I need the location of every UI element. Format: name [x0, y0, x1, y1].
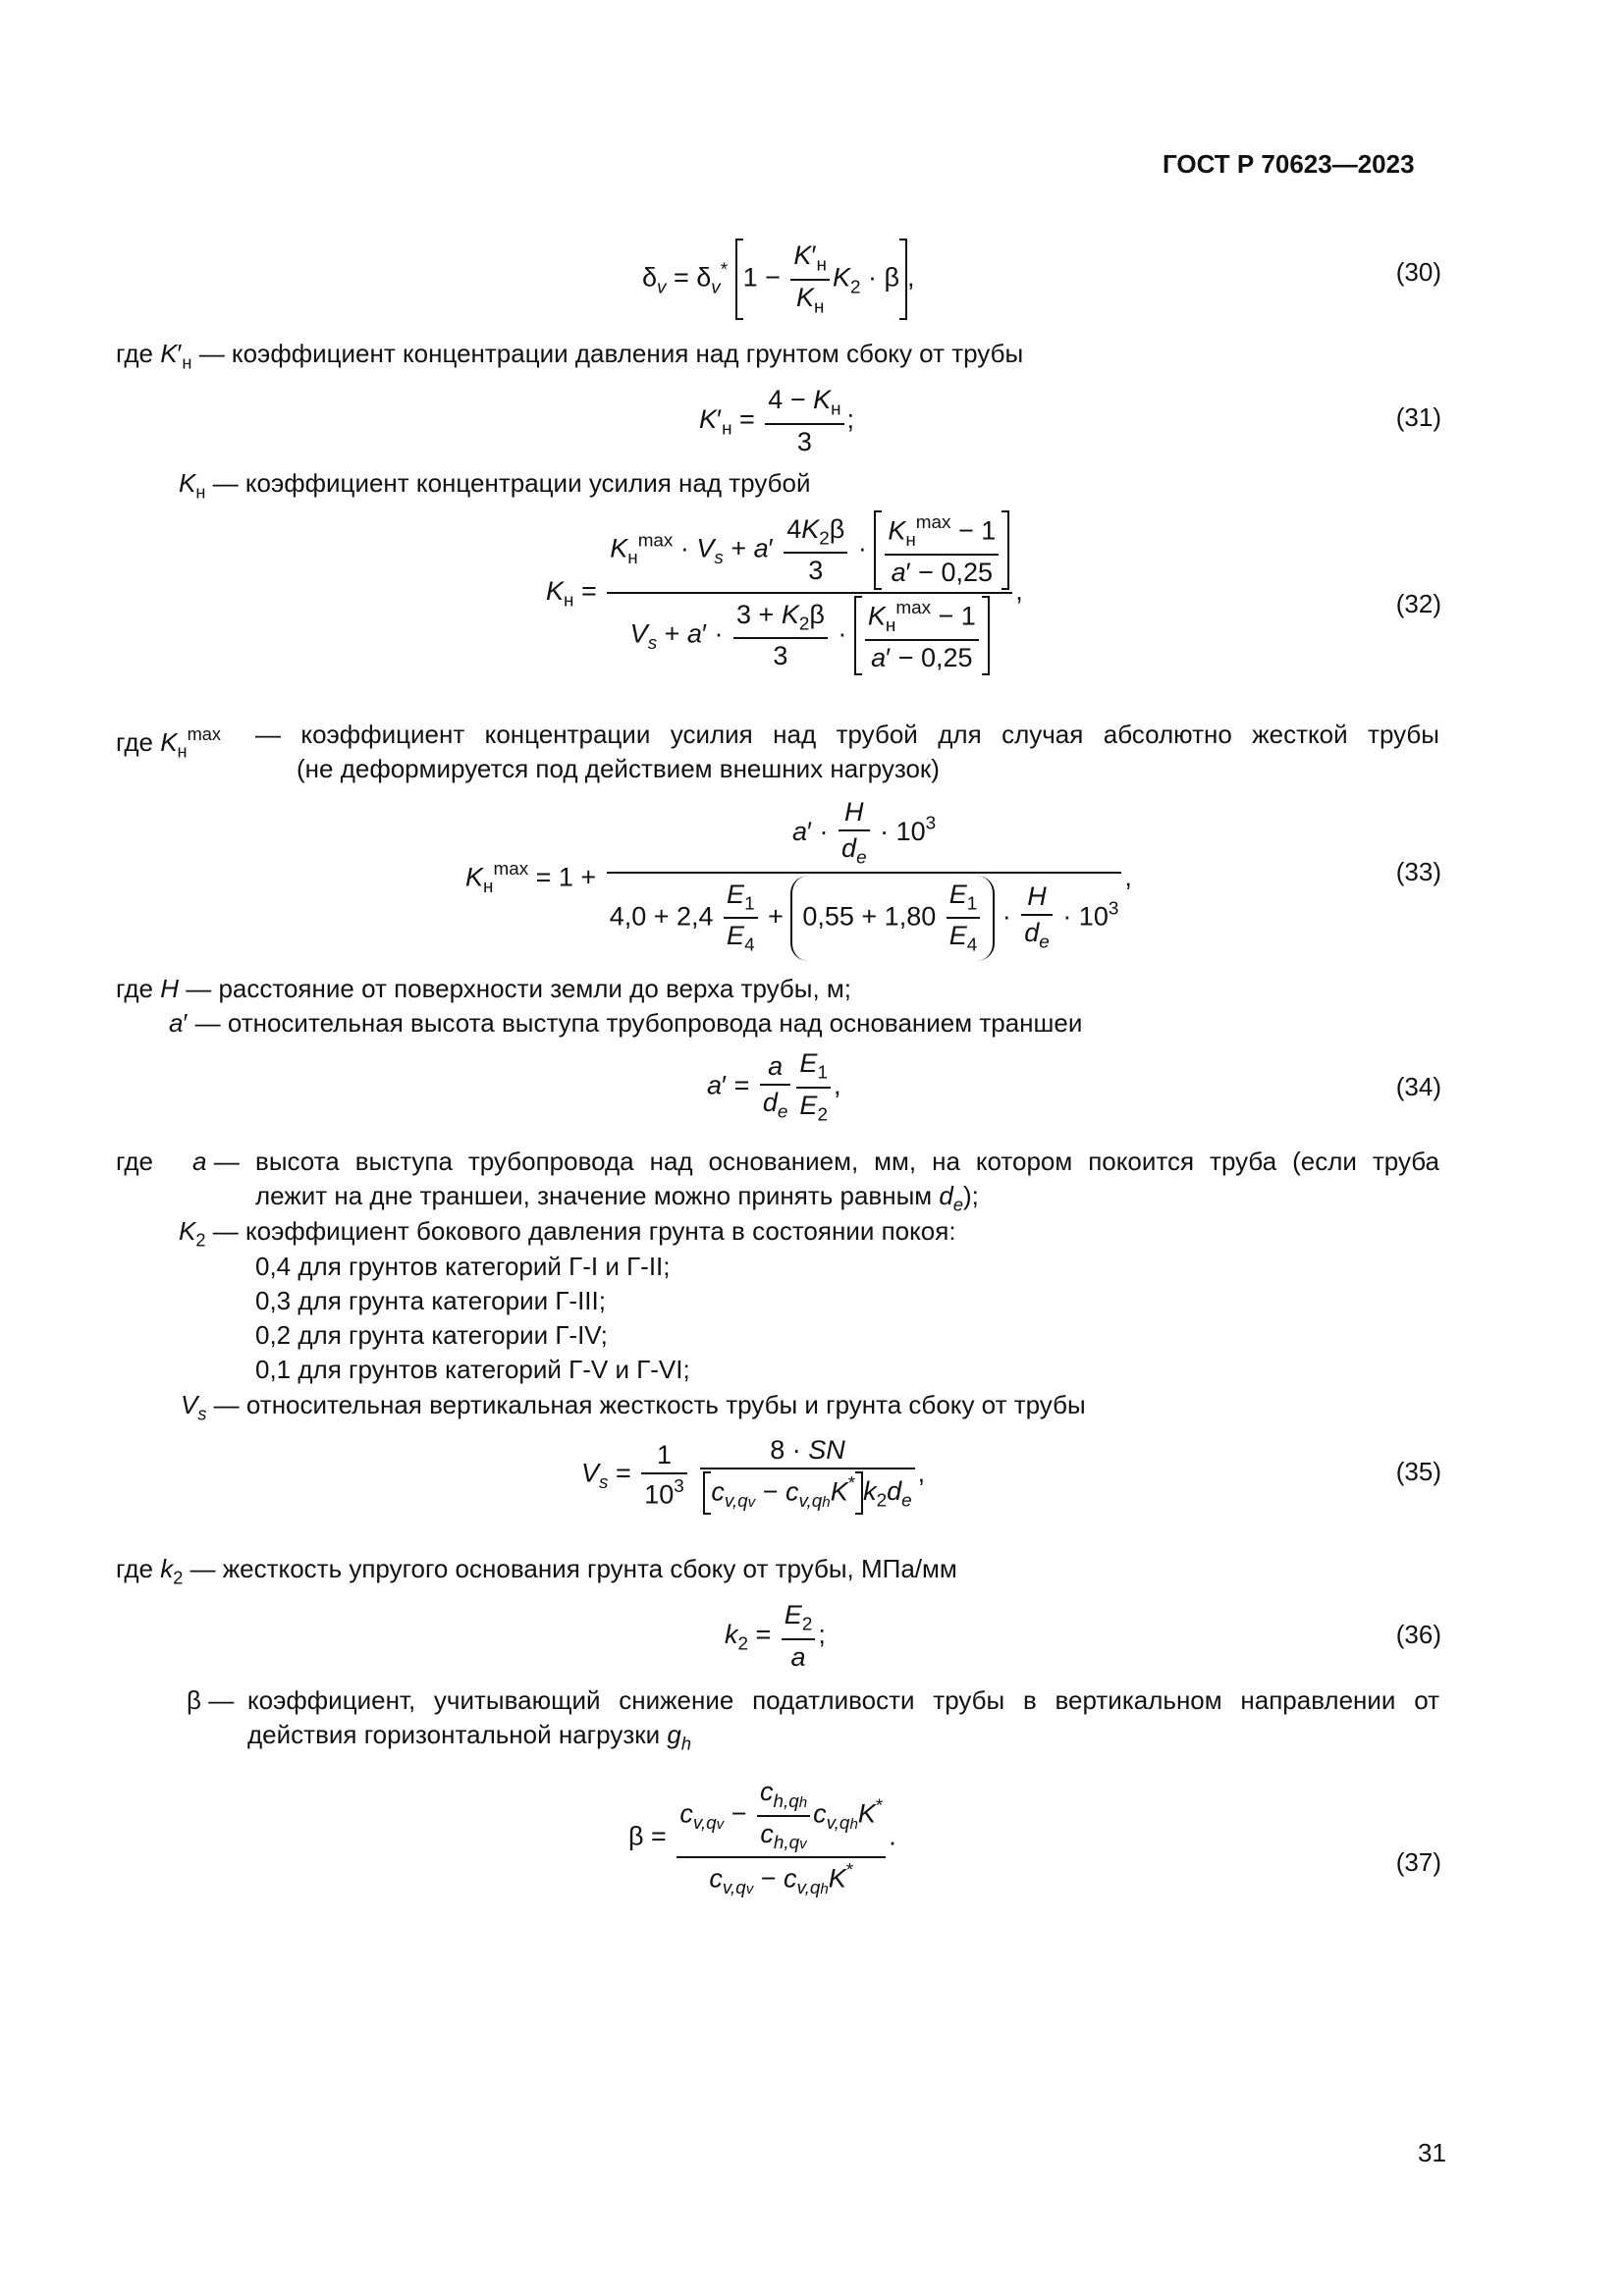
definition-a-line1: высота выступа трубопровода над основанием, мм, на котором покоится труба (если труба	[255, 1147, 1439, 1176]
equation-number: (32)	[1395, 589, 1441, 618]
equation-number: (36)	[1395, 1620, 1441, 1649]
equation-34: a′ = $\frac{a}{d_e}$ $\frac{E_1}{E_2}$ ,	[707, 1048, 841, 1126]
definition-a-line2: лежит на дне траншеи, значение можно принять равным $d_e$);	[255, 1181, 979, 1215]
equation-number: (30)	[1395, 257, 1441, 287]
definition-k-max-label: где $K_н^{max}$	[116, 724, 221, 762]
K2-item-1: 0,4 для грунтов категорий Г-I и Г-II;	[255, 1252, 671, 1281]
definition-beta-symbol: β —	[187, 1685, 235, 1715]
definition-a-where: где	[116, 1147, 153, 1176]
equation-33: $K_н^{max} = 1$ + a′ · $\frac{H}{d_e}$ · $10^3$ 4,0 + 2,4 $\frac{E_1}{E_4}$ + 0,55 + 1,80 $\frac{E_1}{E_4}$ · $\frac{H}{d_e}$ · $10^3$ ,	[465, 797, 1132, 961]
definition-beta-line2: действия горизонтальной нагрузки $g_h$	[247, 1720, 691, 1754]
definition-K2: $K_2$ — коэффициент бокового давления грунта в состоянии покоя:	[179, 1216, 956, 1251]
equation-number: (37)	[1395, 1847, 1441, 1877]
definition-H: где H — расстояние от поверхности земли до верха трубы, м;	[116, 974, 852, 1003]
definition-a-prime: a′ — относительная высота выступа трубопровода над основанием траншеи	[169, 1008, 1083, 1038]
page-number: 31	[1418, 2138, 1446, 2167]
definition-k-h: $K_н$ — коэффициент концентрации усилия над трубой	[179, 468, 811, 503]
equation-32: $K_н$ = $K_н^{max} \cdot V_s + a'$ $\frac{4K_2\beta}{3}$ · $\frac{K_н^{max} - 1}{a' - 0,25}$ $V_s + a'$ · $\frac{3 + K_2\beta}{3}$ · $\frac{K_н^{max} - 1}{a' - 0,25}$ ,	[546, 510, 1023, 675]
definition-k-max-line1: — коэффициент концентрации усилия над трубой для случая абсолютно жесткой трубы	[255, 720, 1439, 749]
equation-number: (33)	[1395, 857, 1441, 886]
document-standard-code: ГОСТ Р 70623—2023	[1163, 149, 1415, 179]
equation-36: $k_2$ = $\frac{E_2}{a}$ ;	[725, 1600, 826, 1672]
equation-31: $K'_н$ = $\frac{4 - K_н}{3}$ ;	[699, 385, 855, 456]
definition-k-max-line2: (не деформируется под действием внешних нагрузок)	[297, 754, 940, 783]
equation-30: $\delta_v = \delta_v^*$ 1 − $\frac{K'_н}{K_н}$ $K_2 \cdot \beta$ ,	[642, 239, 915, 320]
definition-beta-line1: коэффициент, учитывающий снижение податливости трубы в вертикальном направлении от	[247, 1685, 1439, 1715]
definition-k2: где $k_2$ — жесткость упругого основания грунта сбоку от трубы, МПа/мм	[116, 1554, 957, 1588]
definition-a-symbol: a —	[192, 1147, 240, 1176]
K2-item-4: 0,1 для грунтов категорий Г-V и Г-VI;	[255, 1355, 690, 1384]
K2-item-2: 0,3 для грунта категории Г-III;	[255, 1286, 606, 1315]
equation-number: (35)	[1395, 1457, 1441, 1486]
definition-Vs: $V_s$ — относительная вертикальная жесткость трубы и грунта сбоку от трубы	[181, 1390, 1086, 1424]
definition-k-h-prime: где $K'_н$ — коэффициент концентрации давления над грунтом сбоку от трубы	[116, 339, 1024, 373]
K2-item-3: 0,2 для грунта категории Г-IV;	[255, 1320, 608, 1350]
equation-37: β = $c_{v,qv}$ − $\frac{c_{h,qh}}{c_{h,qv}}$ $c_{v,qh}K^*$ $c_{v,qv} - c_{v,qh}K^*$ .	[628, 1777, 896, 1899]
equation-35: $V_s$ = $\frac{1}{10^3}$ $\frac{8 \cdot SN}{c_{v,qv} - c_{v,qh}K^* k_2d_e}$ ,	[581, 1435, 925, 1515]
equation-number: (31)	[1395, 402, 1441, 432]
equation-number: (34)	[1395, 1072, 1441, 1101]
